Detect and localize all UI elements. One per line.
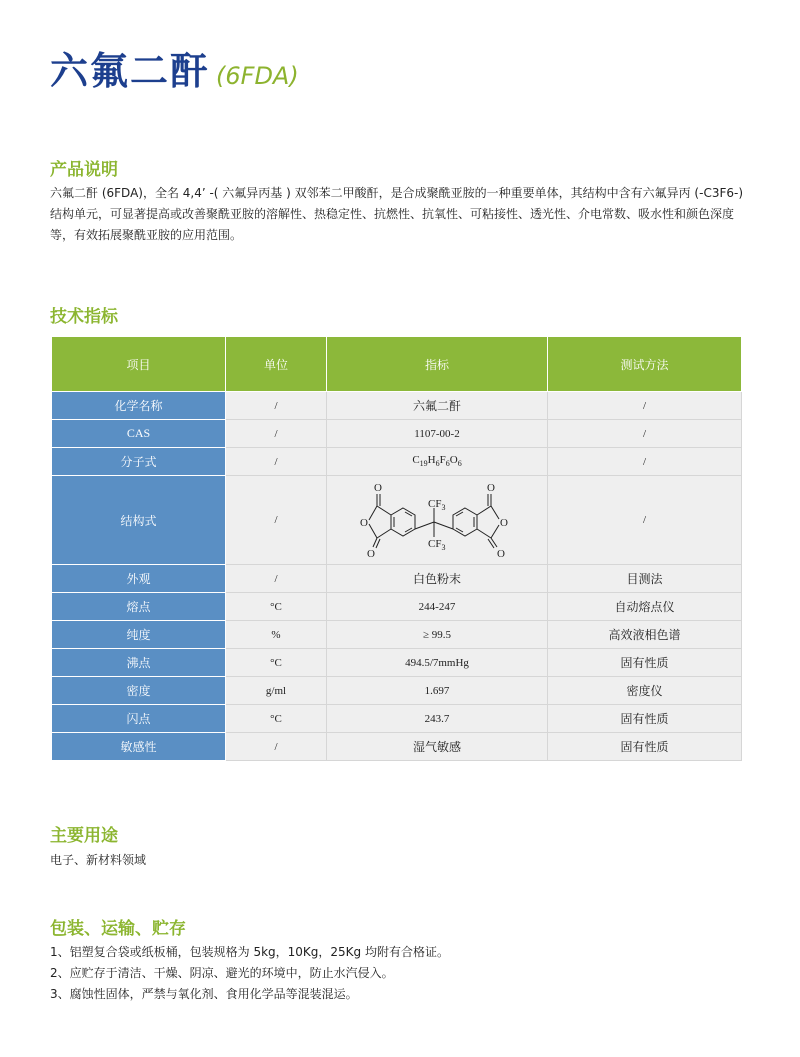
row-label: 敏感性: [52, 733, 226, 761]
row-value: 白色粉末: [327, 565, 548, 593]
row-method: 固有性质: [548, 705, 742, 733]
row-method: 固有性质: [548, 649, 742, 677]
column-header: 单位: [226, 337, 327, 392]
row-value: 243.7: [327, 705, 548, 733]
table-row: [52, 705, 742, 733]
svg-text:O: O: [366, 548, 375, 560]
structure-diagram: [330, 477, 545, 563]
usage-heading: 主要用途: [50, 826, 118, 846]
row-unit: %: [226, 621, 327, 649]
row-unit: g/ml: [226, 677, 327, 705]
title-chinese: 六氟二酐: [50, 49, 211, 93]
list-item: 3、腐蚀性固体，严禁与氧化剂、食用化学品等混装混运。: [50, 987, 358, 1001]
table-row: [52, 677, 742, 705]
intro-heading: 产品说明: [50, 160, 118, 180]
svg-text:O: O: [486, 482, 495, 494]
row-value: 湿气敏感: [327, 733, 548, 761]
storage-list: [50, 942, 449, 1005]
row-label: 分子式: [52, 448, 226, 476]
row-label: 外观: [52, 565, 226, 593]
storage-heading: 包装、运输、贮存: [50, 919, 186, 939]
table-row: [52, 621, 742, 649]
row-unit: °C: [226, 593, 327, 621]
row-value: 244-247: [327, 593, 548, 621]
row-method: /: [548, 476, 742, 565]
svg-text:O: O: [499, 517, 508, 529]
row-method: 密度仪: [548, 677, 742, 705]
column-header: 指标: [327, 337, 548, 392]
row-label: CAS: [52, 420, 226, 448]
row-value: ≥ 99.5: [327, 621, 548, 649]
row-value: 六氟二酐: [327, 392, 548, 420]
row-value: 1.697: [327, 677, 548, 705]
row-method: /: [548, 392, 742, 420]
usage-text: 电子、新材料领域: [50, 853, 147, 867]
row-unit: /: [226, 733, 327, 761]
svg-text:O: O: [496, 548, 505, 560]
table-row: [52, 565, 742, 593]
svg-text:CF3: $CF_3$: [427, 498, 445, 512]
row-value: 1107-00-2: [327, 420, 548, 448]
structure-formula: [327, 476, 548, 565]
column-header: 测试方法: [548, 337, 742, 392]
spec-table: [51, 336, 742, 761]
row-unit: °C: [226, 649, 327, 677]
row-unit: °C: [226, 705, 327, 733]
row-label: 化学名称: [52, 392, 226, 420]
row-value: 494.5/7mmHg: [327, 649, 548, 677]
specs-heading: 技术指标: [50, 307, 118, 327]
row-method: 高效液相色谱: [548, 621, 742, 649]
row-unit: /: [226, 565, 327, 593]
table-row: [52, 420, 742, 448]
intro-text: 六氟二酐 (6FDA)，全名 4,4’ -( 六氟异丙基 ) 双邻苯二甲酸酐，是合成聚酰亚胺的一种重要单体，其结构中含有六氟异丙 (-C3F6-) 结构单元，可显著提高或改善聚酰亚胺的溶解性、热稳定性、抗燃性、抗氧性、可粘接性、透光性、介电常数、吸水性和颜色深度等，有效拓展聚酰亚胺的应用范围。: [50, 186, 744, 242]
svg-text:O: O: [373, 482, 382, 494]
title-abbreviation: (6FDA): [216, 62, 299, 90]
table-header-row: [52, 337, 742, 392]
row-label: 熔点: [52, 593, 226, 621]
row-label: 密度: [52, 677, 226, 705]
svg-text:O: O: [359, 517, 368, 529]
row-label: 结构式: [52, 476, 226, 565]
table-row: [52, 649, 742, 677]
row-unit: /: [226, 420, 327, 448]
table-row: [52, 392, 742, 420]
svg-text:CF3: $CF_3$: [427, 538, 445, 552]
row-unit: /: [226, 476, 327, 565]
row-method: /: [548, 420, 742, 448]
table-row: [52, 476, 742, 565]
row-label: 沸点: [52, 649, 226, 677]
row-method: 目测法: [548, 565, 742, 593]
row-unit: /: [226, 392, 327, 420]
row-label: 纯度: [52, 621, 226, 649]
list-item: 2、应贮存于清洁、干燥、阴凉、避光的环境中，防止水汽侵入。: [50, 966, 394, 980]
page-title: [50, 40, 299, 95]
table-row: [52, 593, 742, 621]
row-unit: /: [226, 448, 327, 476]
column-header: 项目: [52, 337, 226, 392]
table-row: [52, 448, 742, 476]
molecular-formula: $C_{19}H_6F_6O_6$: [327, 448, 548, 476]
row-method: 固有性质: [548, 733, 742, 761]
table-row: [52, 733, 742, 761]
row-method: /: [548, 448, 742, 476]
row-label: 闪点: [52, 705, 226, 733]
list-item: 1、铝塑复合袋或纸板桶，包装规格为 5kg，10Kg，25Kg 均附有合格证。: [50, 945, 449, 959]
row-method: 自动熔点仪: [548, 593, 742, 621]
